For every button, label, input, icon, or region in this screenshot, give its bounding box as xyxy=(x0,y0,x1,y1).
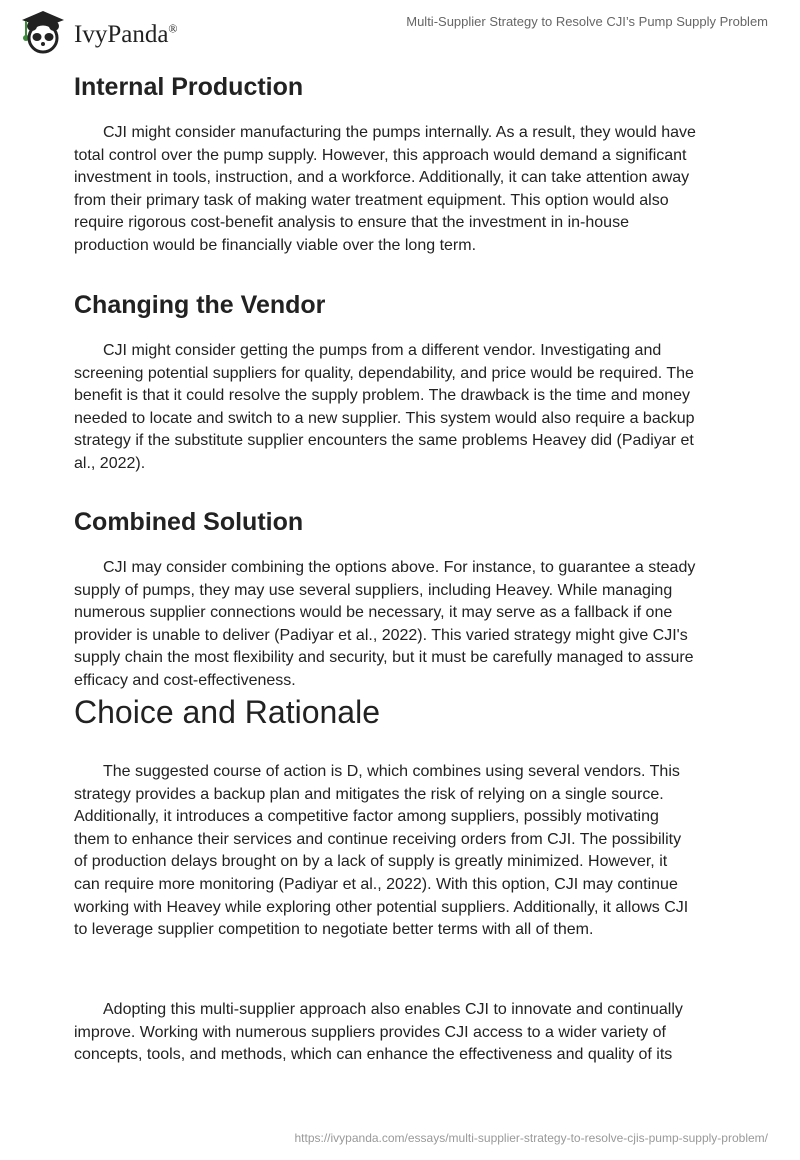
text-line: investment in tools, instruction, and a workforce. Additionally, it can take attention away xyxy=(74,169,690,187)
text-line: total control over the pump supply. However, this approach would demand a significant xyxy=(74,146,687,164)
source-url-link[interactable]: https://ivypanda.com/essays/multi-supplier-strategy-to-resolve-cjis-pump-supply-problem/ xyxy=(294,1131,768,1145)
text-line: from their primary task of making water treatment equipment. This option would also xyxy=(74,191,669,209)
text-line: provider is unable to deliver (Padiyar et al., 2022). This varied strategy might give CJI's xyxy=(74,626,688,644)
registered-mark: ® xyxy=(168,21,178,36)
text-line: strategy provides a backup plan and mitigates the risk of relying on a single source. xyxy=(74,785,664,803)
text-line: production would be financially viable over the long term. xyxy=(74,236,477,254)
paragraph xyxy=(74,340,695,476)
paragraph xyxy=(74,557,695,693)
text-line: benefit is that it could resolve the supply problem. The drawback is the time and money xyxy=(74,387,691,405)
text-line: CJI might consider manufacturing the pumps internally. As a result, they would have xyxy=(103,124,696,141)
ivypanda-logo[interactable] xyxy=(18,8,178,54)
text-line: working with Heavey while exploring other potential suppliers. Additionally, it allows CJI xyxy=(74,898,689,916)
text-line: improve. Working with numerous suppliers provides CJI access to a wider variety of xyxy=(74,1023,666,1041)
paragraph xyxy=(74,999,683,1067)
chapter-heading: Choice and Rationale xyxy=(74,694,380,730)
brand-name: IvyPanda xyxy=(74,21,169,48)
section-heading: Internal Production xyxy=(74,73,304,101)
text-line: of production delays brought on by a lack of supply is greatly minimized. However, it xyxy=(74,853,668,871)
text-line: concepts, tools, and methods, which can enhance the effectiveness and quality of its xyxy=(74,1046,673,1064)
text-line: efficacy and cost-effectiveness. xyxy=(74,671,296,689)
section-heading: Combined Solution xyxy=(74,508,304,536)
paragraph xyxy=(74,761,688,942)
text-line: The suggested course of action is D, which combines using several vendors. This xyxy=(103,763,680,780)
text-line: Adopting this multi-supplier approach also enables CJI to innovate and continually xyxy=(103,1001,683,1018)
text-line: CJI might consider getting the pumps from a different vendor. Investigating and xyxy=(103,342,662,359)
text-line: supply of pumps, they may use several suppliers, including Heavey. While managing xyxy=(74,581,673,599)
text-line: supply chain the most flexibility and security, but it must be carefully managed to assure xyxy=(74,649,694,667)
paragraph xyxy=(74,122,696,258)
document-title: Multi-Supplier Strategy to Resolve CJI’s Pump Supply Problem xyxy=(406,14,768,29)
text-line: to leverage supplier competition to negotiate better terms with all of them. xyxy=(74,921,594,939)
text-line: needed to locate and switch to a new supplier. This system would also require a backup xyxy=(74,409,695,427)
text-line: numerous supplier connections would be necessary, it may serve as a fallback if one xyxy=(74,604,673,622)
text-line: al., 2022). xyxy=(74,454,146,472)
text-line: CJI may consider combining the options above. For instance, to guarantee a steady xyxy=(103,559,696,576)
text-line: strategy if the substitute supplier encounters the same problems Heavey did (Padiyar et xyxy=(74,432,694,450)
text-line: can require more monitoring (Padiyar et al., 2022). With this option, CJI may continue xyxy=(74,875,678,893)
panda-graduate-icon xyxy=(18,8,68,54)
text-line: Additionally, it introduces a competitive factor among suppliers, possibly motivating xyxy=(74,808,659,826)
section-heading: Changing the Vendor xyxy=(74,291,326,319)
text-line: screening potential suppliers for quality, dependability, and price would be required. The xyxy=(74,364,694,382)
text-line: require rigorous cost-benefit analysis to ensure that the investment in in-house xyxy=(74,214,629,232)
text-line: them to enhance their services and continue receiving orders from CJI. The possibility xyxy=(74,830,682,848)
